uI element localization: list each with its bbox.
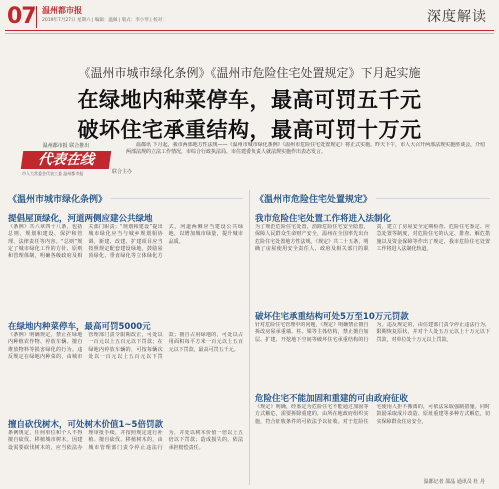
headline-deck: 《温州市城市绿化条例》《温州市危险住宅处置规定》下月起实施 <box>78 66 421 80</box>
headline-line-1: 在绿地内种菜停车，最高可罚五千元 <box>77 88 422 112</box>
right-subhead-2: 破坏住宅承重结构可处5万至10万元罚款 <box>255 312 409 322</box>
left-subhead-1: 提倡屋顶绿化，河道两侧应建公共绿地 <box>8 214 153 224</box>
headline-line-2: 破坏住宅承重结构，最高可罚十万元 <box>77 118 422 142</box>
lead-paragraph: 温都讯 下月起，我市两部地方性法规——《温州市城市绿化条例》《温州市危险住宅处置规定》将正式实施。昨天下午，市人大召开两部法规实施座谈会，介绍两部法规的立法工作情况，市综合行政执法局、市住建委负责人就法规实施作出表态发言。 <box>126 142 486 156</box>
column-logo <box>22 142 110 182</box>
right-body-1: 为了规范危险住宅处置，消除危险住宅安全隐患，保障人民群众生命财产安全，温州在全国率先出台危险住宅处置地方性法规。《规定》共二十五条，明确了房屋使用安全责任人、政府及相关部门的职责，建立了房屋安全定期检查、危险住宅鉴定、应急处置等制度，对危险住宅的认定、排查、解危措施以及资金保障等作出了规定，我市危险住宅处置工作将进入法制化轨道。 <box>255 224 490 252</box>
section-title: 深度解读 <box>427 9 487 25</box>
header-rule <box>5 30 494 31</box>
reporter-credit: 温都记者 邵晶 通讯员 杜 丹 <box>423 479 485 485</box>
left-subhead-2: 在绿地内种菜停车，最高可罚5000元 <box>8 322 151 332</box>
right-subhead-3: 危险住宅不能加固和重建的可由政府征收 <box>255 394 409 404</box>
logo-sub-text: 市人大常委会代表工委 温州都市报 <box>22 171 84 176</box>
column-divider <box>249 190 250 485</box>
right-body-3: 《规定》明确，经鉴定为危险住宅不能通过加固等方式解危，需要拆除重建的，由所在地政府组织实施，符合征收条件的可依法予以征收。对于危险住宅使用人拒不搬离的，可依法采取强制措施。同时鼓励采取成片改造、原址重建等多种方式解危，切实保障群众住房安全。 <box>255 404 490 425</box>
paper-name: 温州都市报 <box>42 6 82 15</box>
left-body-2: 《条例》明确规定，禁止在绿地内种植农作物、停放车辆、擅自堆放物料等损害绿化的行为。违反规定在绿地内种菜的，由城市管理部门责令限期改正，可处以一百元以上五百元以下罚款；在绿地内停放车辆的，可按每辆次处以一百元以上五百元以下罚款；擅自占用绿地的，可处以占用面积每平方米一百元以上五百元以下罚款，最高可罚五千元。 <box>8 332 243 360</box>
left-section-heading <box>8 192 243 206</box>
left-subhead-3: 擅自砍伐树木，可处树木价值1~5倍罚款 <box>8 420 163 430</box>
left-body-3: 条例规定，任何单位和个人不得擅自砍伐、移植城市树木。因建设需要砍伐树木的，应当依法办理审批手续，并按照规定进行补植。擅自砍伐、移植树木的，由城市管理部门责令停止违法行为，并处以树木价值一倍以上五倍以下罚款；造成损失的，依法承担赔偿责任。 <box>8 430 243 451</box>
header-divider <box>36 6 37 28</box>
byline: 联合主办 <box>112 169 133 175</box>
issue-meta: 2019年7月27日 星期六 | 编辑：温佩 | 版式：李小琴 | 校对： <box>42 18 167 23</box>
page-number: 07 <box>7 4 36 29</box>
header-rule-thin <box>5 33 494 34</box>
logo-main-text: 代表在线 <box>21 151 112 169</box>
right-section-title: 《温州市危险住宅处置规定》 <box>255 195 376 205</box>
page-header <box>0 0 499 30</box>
right-section-heading <box>255 192 490 206</box>
left-section-title: 《温州市城市绿化条例》 <box>8 195 111 205</box>
right-subhead-1: 我市危险住宅处置工作将进入法制化 <box>255 214 392 224</box>
left-body-1: 《条例》共六章四十八条，包括总则、规划和建设、保护和管理、法律责任等内容。“总则”规定了城市绿化工作的方针、原则和管理体制，明确各级政府及相关部门职责；“规划和建设”提出城市绿化应当与城乡规划相协调，新建、改建、扩建项目应当按照规定配套建设绿地，鼓励屋顶绿化、垂直绿化等立体绿化方式，河道两侧应当建设公共绿地，以增加城市绿量，提升城市品质。 <box>8 224 243 260</box>
logo-top-text: 温州都市报 联合推出 <box>42 143 90 149</box>
right-body-2: 针对危险住宅管理中的问题，《规定》明确禁止擅自拆改房屋承重墙、柱、梁等主体结构，禁止擅自加层、扩建、开挖地下空间等破坏住宅承重结构的行为。违反规定的，由住建部门责令停止违法行为，限期恢复原状，并对个人处五万元以上十万元以下罚款，对单位处十万元以上罚款。 <box>255 322 490 343</box>
